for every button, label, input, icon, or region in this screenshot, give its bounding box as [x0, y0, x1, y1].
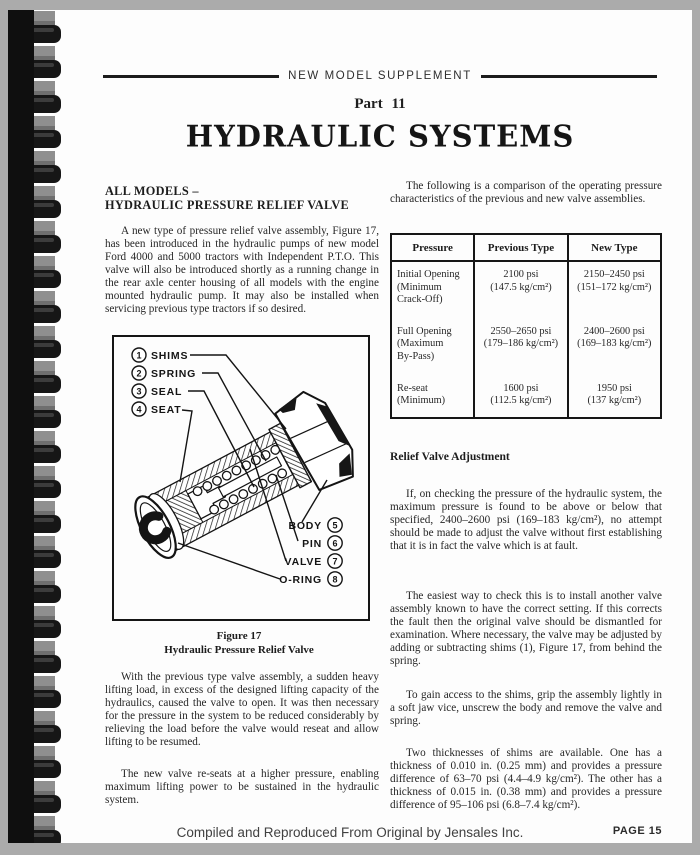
table-row: [391, 261, 661, 319]
svg-text:SHIMS: SHIMS: [151, 350, 189, 362]
svg-text:2: 2: [136, 368, 142, 379]
svg-text:6: 6: [332, 538, 338, 549]
header-rule-left: [103, 75, 279, 78]
table-header-pressure: Pressure: [391, 234, 474, 261]
svg-text:SEAL: SEAL: [151, 386, 183, 398]
svg-text:5: 5: [332, 520, 338, 531]
table-header-row: [391, 234, 661, 261]
paragraph-checking: If, on checking the pressure of the hydraulic system, the maximum pressure is found to be above or below that specified, 2400–2600 psi (169–183 kg/cm²), no attempt should be made to adjust the valve without first establishing that it is in fact the valve which is at fault.: [390, 487, 662, 552]
paragraph-comparison: The following is a comparison of the operating pressure characteristics of the previous and new valve assemblies.: [390, 180, 662, 205]
svg-text:SPRING: SPRING: [151, 368, 197, 380]
figure-label-oring: [279, 572, 342, 586]
figure-label-spring: [132, 366, 196, 380]
svg-text:BODY: BODY: [288, 520, 322, 532]
paragraph-access-shims: To gain access to the shims, grip the assembly lightly in a soft jaw vice, unscrew the body and remove the valve and spring.: [390, 688, 662, 727]
table-header-new: New Type: [568, 234, 661, 261]
figure-label-seat: [132, 402, 181, 416]
svg-text:7: 7: [332, 556, 338, 567]
figure-label-shims: [132, 348, 188, 362]
figure-17-box: [112, 335, 370, 621]
figure-label-pin: [302, 536, 342, 550]
svg-text:3: 3: [136, 386, 142, 397]
section-heading-line1: ALL MODELS –: [105, 184, 199, 198]
figure-label-valve: [285, 554, 343, 568]
figure-caption-number: Figure 17: [216, 630, 262, 642]
table-header-previous: Previous Type: [474, 234, 567, 261]
svg-text:8: 8: [332, 574, 338, 585]
svg-text:1: 1: [136, 350, 142, 361]
table-cell: Re-seat (Minimum): [391, 376, 474, 418]
paragraph-new-valve: The new valve re-seats at a higher pressure, enabling maximum lifting power to be sustained in the hydraulic system.: [105, 768, 379, 806]
paragraph-intro: A new type of pressure relief valve assembly, Figure 17, has been introduced in the hydraulic pumps of new model Ford 4000 and 5000 tractors with Independent P.T.O. This valve will also be introduced shortly as a running change in the rear axle center housing of all models with the engine mounted hydraulic pump. It may also be installed when servicing previous type tractors if so desired.: [105, 225, 379, 315]
header-rule-right: [481, 75, 657, 78]
paragraph-previous-valve: With the previous type valve assembly, a sudden heavy lifting load, in excess of the designed lifting capacity of the hydraulics, caused the valve to open. It was then necessary for the pressure in the system to be reduced considerably by relieving the load before the valve would reseat and allow lifting to be resumed.: [105, 671, 379, 748]
paragraph-easiest-check: The easiest way to check this is to install another valve assembly known to have the correct setting. If this corrects the fault then the original valve should be dismantled for examination. Where necessary, the valve may be adjusted by adding or subtracting shims (1), Figure 17, from behind the spring.: [390, 589, 662, 667]
table-cell: 2100 psi (147.5 kg/cm²): [474, 261, 567, 319]
comb-binding-icon: [8, 10, 66, 843]
left-column: [105, 184, 379, 807]
adjustment-heading: Relief Valve Adjustment: [390, 449, 510, 463]
svg-text:VALVE: VALVE: [284, 556, 322, 568]
table-cell: 2550–2650 psi (179–186 kg/cm²): [474, 319, 567, 376]
svg-text:4: 4: [136, 404, 142, 415]
table-cell: 1600 psi (112.5 kg/cm²): [474, 376, 567, 418]
paragraph-shim-thickness: Two thicknesses of shims are available. One has a thickness of 0.010 in. (0.25 mm) and provides a pressure difference of 63–70 psi (4.4–4.9 kg/cm²). The other has a thickness of 0.015 in. (0.38 mm) and provides a pressure difference of 95–106 psi (6.8–7.4 kg/cm²).: [390, 746, 662, 811]
svg-text:PIN: PIN: [302, 538, 322, 550]
svg-text:O-RING: O-RING: [279, 574, 322, 586]
table-cell: 2400–2600 psi (169–183 kg/cm²): [568, 319, 661, 376]
page-title: HYDRAULIC SYSTEMS: [185, 118, 575, 154]
table-row: [391, 319, 661, 376]
figure-caption-title: Hydraulic Pressure Relief Valve: [164, 644, 314, 656]
section-heading-line2: HYDRAULIC PRESSURE RELIEF VALVE: [105, 198, 350, 212]
svg-text:SEAT: SEAT: [151, 404, 182, 416]
running-header: [103, 70, 657, 82]
masthead: [103, 96, 657, 153]
table-cell: 2150–2450 psi (151–172 kg/cm²): [568, 261, 661, 319]
right-column: [390, 180, 662, 837]
pressure-comparison-table: [390, 233, 662, 419]
table-cell: Initial Opening (Minimum Crack-Off): [391, 261, 474, 319]
page-number: PAGE 15: [612, 824, 662, 837]
relief-valve-illustration: [114, 337, 368, 619]
figure-label-seal: [132, 384, 182, 398]
table-row: [391, 376, 661, 418]
section-heading: [105, 184, 379, 212]
table-cell: 1950 psi (137 kg/cm²): [568, 376, 661, 418]
part-label: Part 11: [354, 96, 406, 112]
manual-page: [8, 10, 692, 843]
footer-credit: Compiled and Reproduced From Original by Jensales Inc.: [176, 825, 524, 840]
table-cell: Full Opening (Maximum By-Pass): [391, 319, 474, 376]
figure-caption: [110, 629, 368, 657]
figure-label-body: [288, 518, 342, 532]
header-label: NEW MODEL SUPPLEMENT: [288, 70, 472, 82]
